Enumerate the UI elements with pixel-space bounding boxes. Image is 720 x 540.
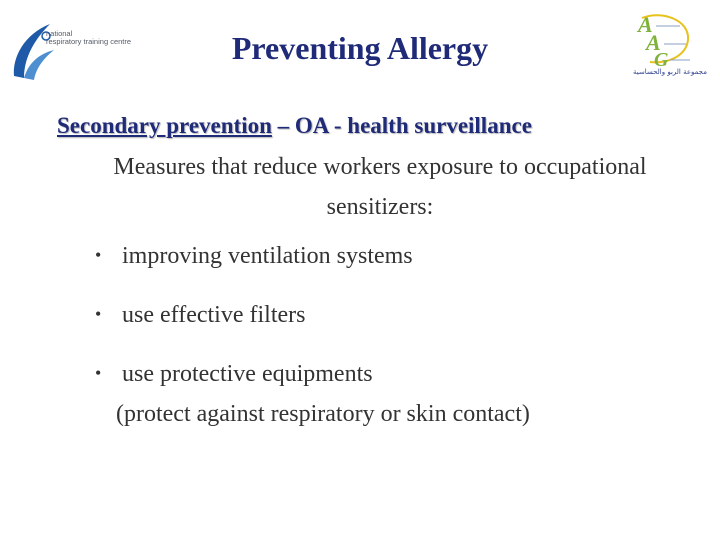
bullet-text: use protective equipments <box>122 361 373 387</box>
subtitle-rest-text: – OA - health surveillance <box>271 113 532 138</box>
svg-text:G: G <box>654 49 669 68</box>
subtitle-underlined-text: Secondary prevention <box>57 113 272 138</box>
list-item <box>95 302 305 329</box>
svg-text:A: A <box>646 30 661 55</box>
measures-line-1: Measures that reduce workers exposure to occupational <box>113 154 647 180</box>
bullet-note: (protect against respiratory or skin contact) <box>116 401 530 427</box>
slide-title: Preventing Allergy <box>231 30 489 66</box>
bullet-icon: • <box>95 245 102 265</box>
svg-text:A: A <box>638 12 653 37</box>
bullet-text: improving ventilation systems <box>122 243 413 269</box>
list-item <box>95 361 373 388</box>
slide-subtitle <box>57 113 532 139</box>
logo-text-line2: respiratory training centre <box>46 37 132 46</box>
bullet-icon: • <box>95 304 102 324</box>
logo-text-line1: national <box>46 29 73 38</box>
measures-line-2: sensitizers: <box>326 194 434 220</box>
bullet-icon: • <box>95 363 102 383</box>
bullet-text: use effective filters <box>122 302 306 328</box>
measures-paragraph <box>60 147 700 227</box>
list-item <box>95 243 413 270</box>
logo-arabic-text: مجموعة الربو والحساسية <box>633 68 707 76</box>
